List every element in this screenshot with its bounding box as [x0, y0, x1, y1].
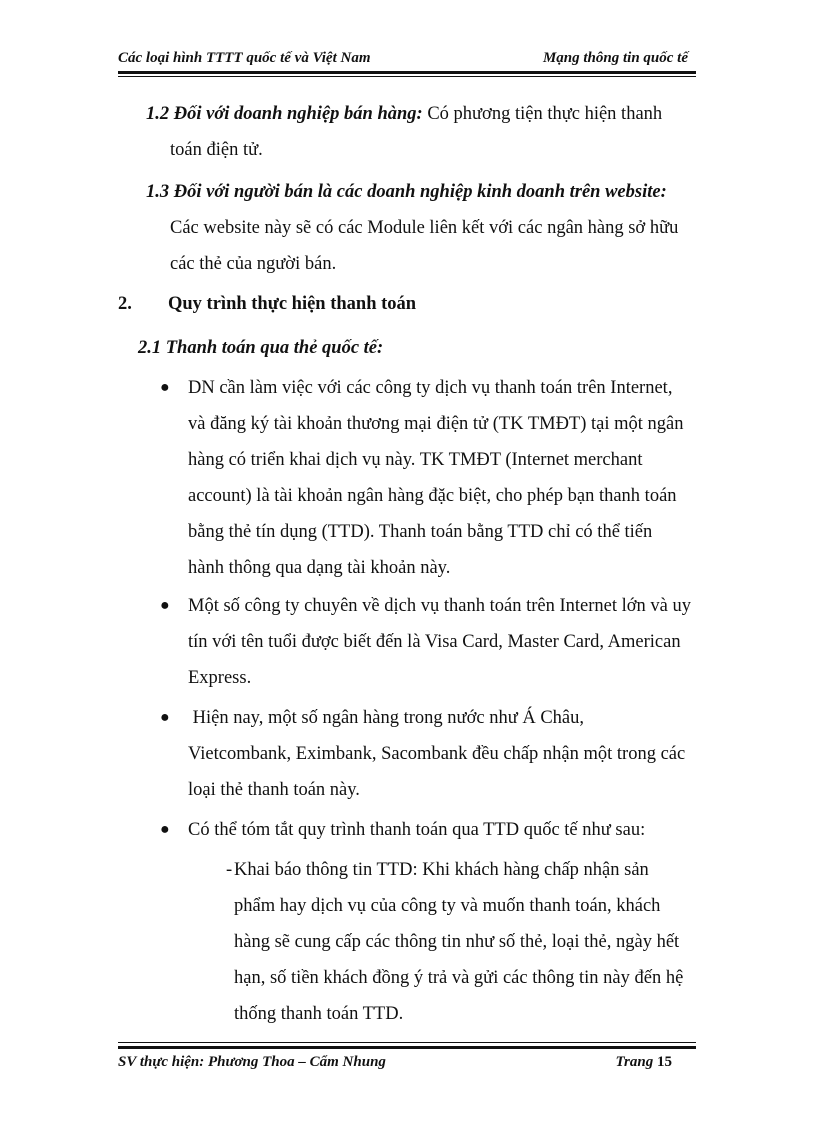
header-left-title: Các loại hình TTTT quốc tế và Việt Nam: [118, 50, 371, 66]
bullet-1-line: bằng thẻ tín dụng (TTD). Thanh toán bằng TTD chỉ có thể tiến: [188, 522, 653, 542]
page-footer: [118, 1054, 696, 1074]
section-2-number: 2.: [118, 294, 132, 314]
sub-item-line: hạn, số tiền khách đồng ý trả và gửi các thông tin này đến hệ: [234, 968, 684, 988]
bullet-1-line: hành thông qua dạng tài khoản này.: [188, 558, 451, 578]
footer-page: [615, 1054, 672, 1071]
dash-marker: -: [226, 860, 233, 880]
bullet-3-line: loại thẻ thanh toán này.: [188, 780, 360, 800]
footer-page-label: Trang: [615, 1054, 657, 1070]
bullet-item-3: [188, 700, 685, 808]
sub-item-line: phẩm hay dịch vụ của công ty và muốn thanh toán, khách: [234, 896, 661, 916]
footer-authors: SV thực hiện: Phương Thoa – Cẩm Nhung: [118, 1054, 386, 1070]
bullet-2-line: Express.: [188, 668, 252, 688]
page-number: 15: [657, 1054, 672, 1070]
section-1-2-text-a: Có phương tiện thực hiện thanh: [422, 104, 663, 124]
bullet-1-line: hàng có triển khai dịch vụ này. TK TMĐT (Internet merchant: [188, 450, 643, 470]
section-1-3: [146, 174, 678, 282]
sub-item-line: thống thanh toán TTD.: [234, 1004, 404, 1024]
bullet-item-2: [188, 588, 691, 696]
bullet-3-line: Hiện nay, một số ngân hàng trong nước như Á Châu,: [188, 708, 585, 728]
bullet-dot-icon: ●: [160, 379, 170, 396]
footer-rule-thin: [118, 1042, 696, 1043]
bullet-1-line: account) là tài khoản ngân hàng đặc biệt, cho phép bạn thanh toán: [188, 486, 677, 506]
section-1-3-line-2: các thẻ của người bán.: [170, 254, 337, 274]
bullet-dot-icon: ●: [160, 821, 170, 838]
bullet-item-4: [188, 812, 645, 848]
sub-item-line: Khai báo thông tin TTD: Khi khách hàng chấp nhận sản: [234, 860, 649, 880]
bullet-2-line: tín với tên tuổi được biết đến là Visa Card, Master Card, American: [188, 632, 681, 652]
bullet-1-line: DN cần làm việc với các công ty dịch vụ thanh toán trên Internet,: [188, 378, 673, 398]
section-1-2: [146, 96, 662, 168]
section-1-2-heading: 1.2 Đối với doanh nghiệp bán hàng:: [146, 104, 423, 124]
footer-rule-thick: [118, 1046, 696, 1049]
header-right-title: Mạng thông tin quốc tế: [542, 50, 688, 66]
header-rule-thin: [118, 76, 696, 77]
bullet-dot-icon: ●: [160, 709, 170, 726]
bullet-3-line: Vietcombank, Eximbank, Sacombank đều chấp nhận một trong các: [188, 744, 686, 764]
section-1-2-text-b: toán điện tử.: [170, 140, 263, 160]
bullet-1-line: và đăng ký tài khoản thương mại điện tử (TK TMĐT) tại một ngân: [188, 414, 684, 434]
section-1-3-heading: 1.3 Đối với người bán là các doanh nghiệp kinh doanh trên website:: [146, 182, 667, 202]
sub-item: [234, 852, 683, 1032]
section-2-title: Quy trình thực hiện thanh toán: [168, 294, 417, 314]
page-header: [118, 50, 696, 70]
section-1-3-line-1: Các website này sẽ có các Module liên kết với các ngân hàng sở hữu: [170, 218, 679, 238]
header-rule-thick: [118, 71, 696, 74]
bullet-dot-icon: ●: [160, 597, 170, 614]
bullet-4-line: Có thể tóm tắt quy trình thanh toán qua TTD quốc tế như sau:: [188, 820, 646, 840]
sub-item-line: hàng sẽ cung cấp các thông tin như số thẻ, loại thẻ, ngày hết: [234, 932, 680, 952]
section-2-1-heading: 2.1 Thanh toán qua thẻ quốc tế:: [138, 338, 384, 358]
bullet-2-line: Một số công ty chuyên về dịch vụ thanh toán trên Internet lớn và uy: [188, 596, 691, 616]
bullet-item-1: [188, 370, 684, 586]
